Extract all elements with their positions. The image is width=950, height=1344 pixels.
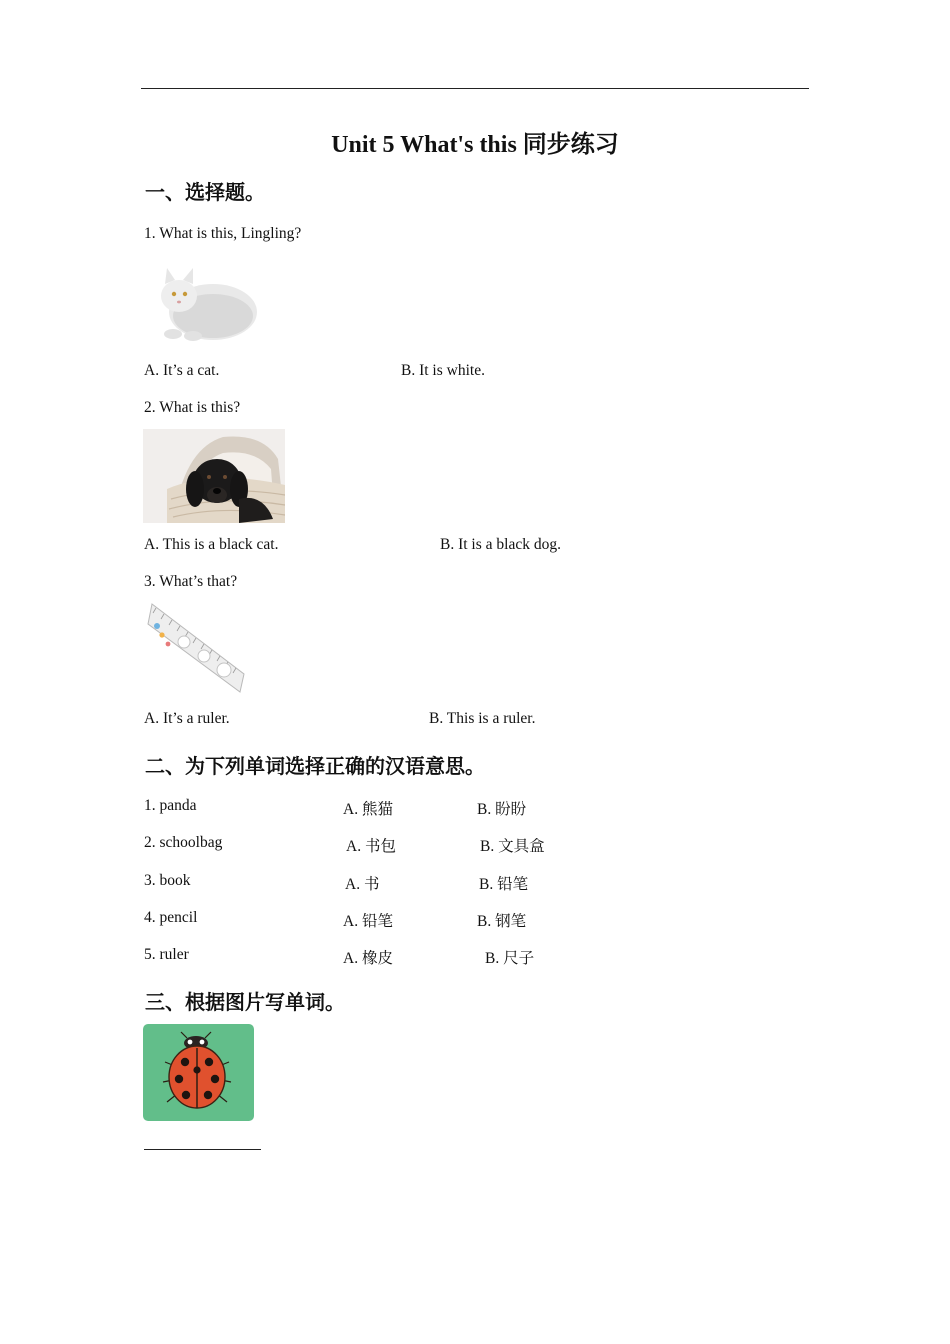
vocab-2-option-a: A. 书包	[346, 838, 396, 855]
question-3-option-b: B. This is a ruler.	[429, 710, 536, 727]
vocab-4-option-b: B. 钢笔	[477, 913, 527, 930]
question-3-option-a: A. It’s a ruler.	[144, 710, 230, 727]
section-heading-write: 三、根据图片写单词。	[145, 990, 345, 1014]
question-2-text: 2. What is this?	[144, 399, 241, 416]
question-1-option-b: B. It is white.	[401, 362, 485, 379]
vocab-5-word: 5. ruler	[144, 946, 189, 963]
vocab-4-option-a: A. 铅笔	[343, 913, 393, 930]
header-rule	[141, 88, 809, 89]
answer-blank-line[interactable]	[144, 1149, 261, 1150]
vocab-5-option-b: B. 尺子	[485, 950, 535, 967]
vocab-1-option-a: A. 熊猫	[343, 801, 393, 818]
black-puppy-image	[143, 429, 285, 523]
vocab-2-option-b: B. 文具盒	[480, 838, 545, 855]
white-cat-image	[153, 262, 259, 346]
ladybird-image	[143, 1024, 254, 1121]
section-heading-vocab: 二、为下列单词选择正确的汉语意思。	[145, 754, 485, 778]
vocab-2-word: 2. schoolbag	[144, 834, 223, 851]
question-2-option-a: A. This is a black cat.	[144, 536, 279, 553]
vocab-4-word: 4. pencil	[144, 909, 198, 926]
ruler-image	[146, 600, 246, 694]
question-3-text: 3. What’s that?	[144, 573, 238, 590]
page-title: Unit 5 What's this 同步练习	[331, 132, 619, 158]
vocab-1-word: 1. panda	[144, 797, 197, 814]
vocab-5-option-a: A. 橡皮	[343, 950, 393, 967]
vocab-3-word: 3. book	[144, 872, 191, 889]
question-1-option-a: A. It’s a cat.	[144, 362, 220, 379]
vocab-1-option-b: B. 盼盼	[477, 801, 527, 818]
vocab-3-option-b: B. 铅笔	[479, 876, 529, 893]
question-2-option-b: B. It is a black dog.	[440, 536, 561, 553]
question-1-text: 1. What is this, Lingling?	[144, 225, 302, 242]
section-heading-choice: 一、选择题。	[145, 180, 265, 204]
vocab-3-option-a: A. 书	[345, 876, 380, 893]
